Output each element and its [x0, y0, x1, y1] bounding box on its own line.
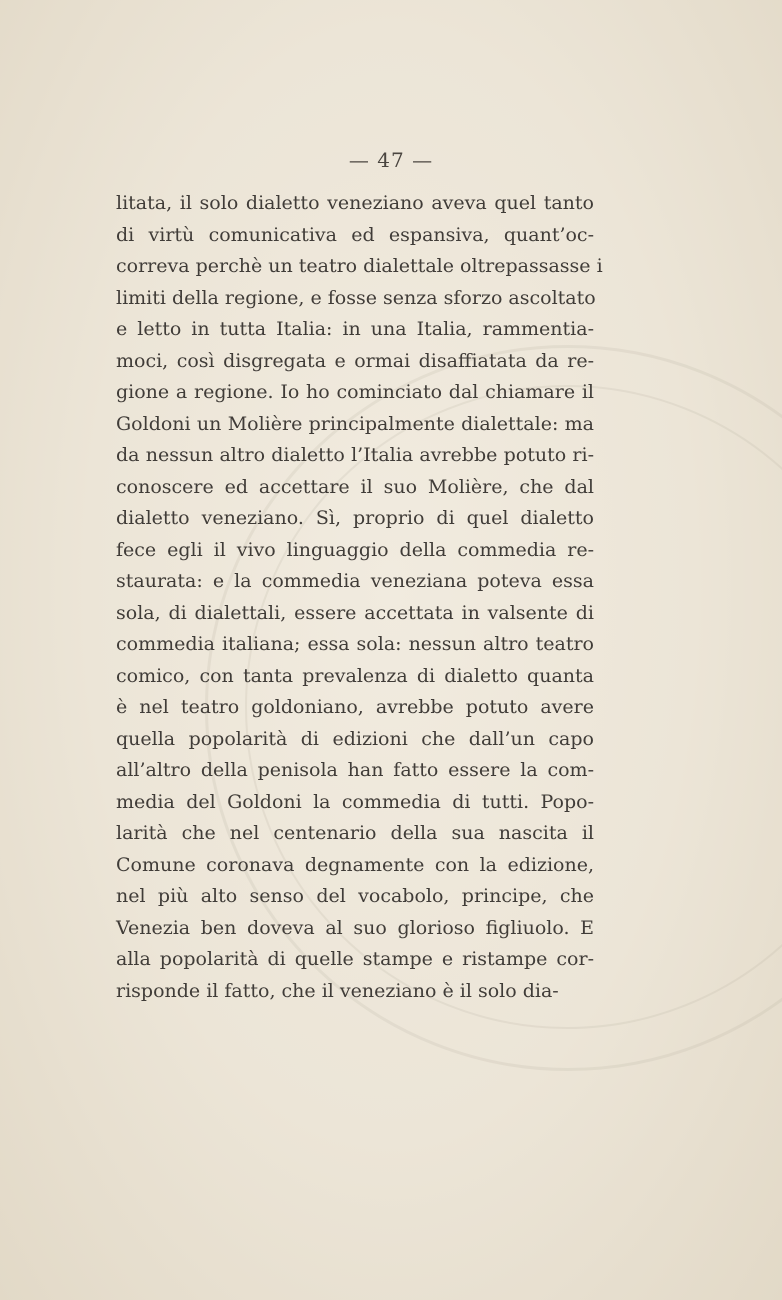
text-line: commedia italiana; essa sola: nessun altro teatro — [116, 633, 594, 655]
text-line: gione a regione. Io ho cominciato dal chiamare il — [116, 381, 594, 403]
text-line: da nessun altro dialetto l’Italia avrebbe potuto ri- — [116, 444, 594, 466]
text-line: e letto in tutta Italia: in una Italia, rammentia- — [116, 318, 594, 340]
text-line: litata, il solo dialetto veneziano aveva quel tanto — [116, 192, 594, 214]
text-line: Goldoni un Molière principalmente dialettale: ma — [116, 412, 594, 435]
text-line: risponde il fatto, che il veneziano è il solo dia- — [116, 979, 559, 1002]
text-line: fece egli il vivo linguaggio della commedia re- — [116, 538, 594, 561]
text-line: comico, con tanta prevalenza di dialetto quanta — [116, 664, 594, 687]
text-line: Comune coronava degnamente con la edizione, — [116, 853, 594, 876]
page-number: — 47 — — [348, 148, 434, 172]
text-line: media del Goldoni la commedia di tutti. Popo- — [116, 790, 594, 813]
text-line: alla popolarità di quelle stampe e ristampe cor- — [116, 948, 594, 970]
text-line: sola, di dialettali, essere accettata in valsente di — [116, 601, 594, 624]
text-line: conoscere ed accettare il suo Molière, che dal — [116, 475, 594, 498]
text-line: dialetto veneziano. Sì, proprio di quel dialetto — [116, 507, 594, 529]
text-line: limiti della regione, e fosse senza sforzo ascoltato — [116, 286, 596, 309]
text-line: correva perchè un teatro dialettale oltrepassasse i — [116, 255, 603, 277]
text-line: all’altro della penisola han fatto essere la com- — [116, 759, 594, 781]
text-line: nel più alto senso del vocabolo, principe, che — [116, 885, 594, 907]
text-line: è nel teatro goldoniano, avrebbe potuto avere — [116, 696, 594, 718]
text-line: larità che nel centenario della sua nascita il — [116, 822, 594, 844]
text-line: moci, così disgregata e ormai disaffiatata da re- — [116, 349, 594, 372]
body-text — [116, 188, 603, 1007]
text-line: staurata: e la commedia veneziana poteva essa — [116, 570, 594, 592]
text-line: quella popolarità di edizioni che dall’un capo — [116, 727, 594, 750]
text-line: di virtù comunicativa ed espansiva, quant’oc- — [116, 223, 594, 246]
text-line: Venezia ben doveva al suo glorioso figliuolo. E — [116, 916, 594, 939]
